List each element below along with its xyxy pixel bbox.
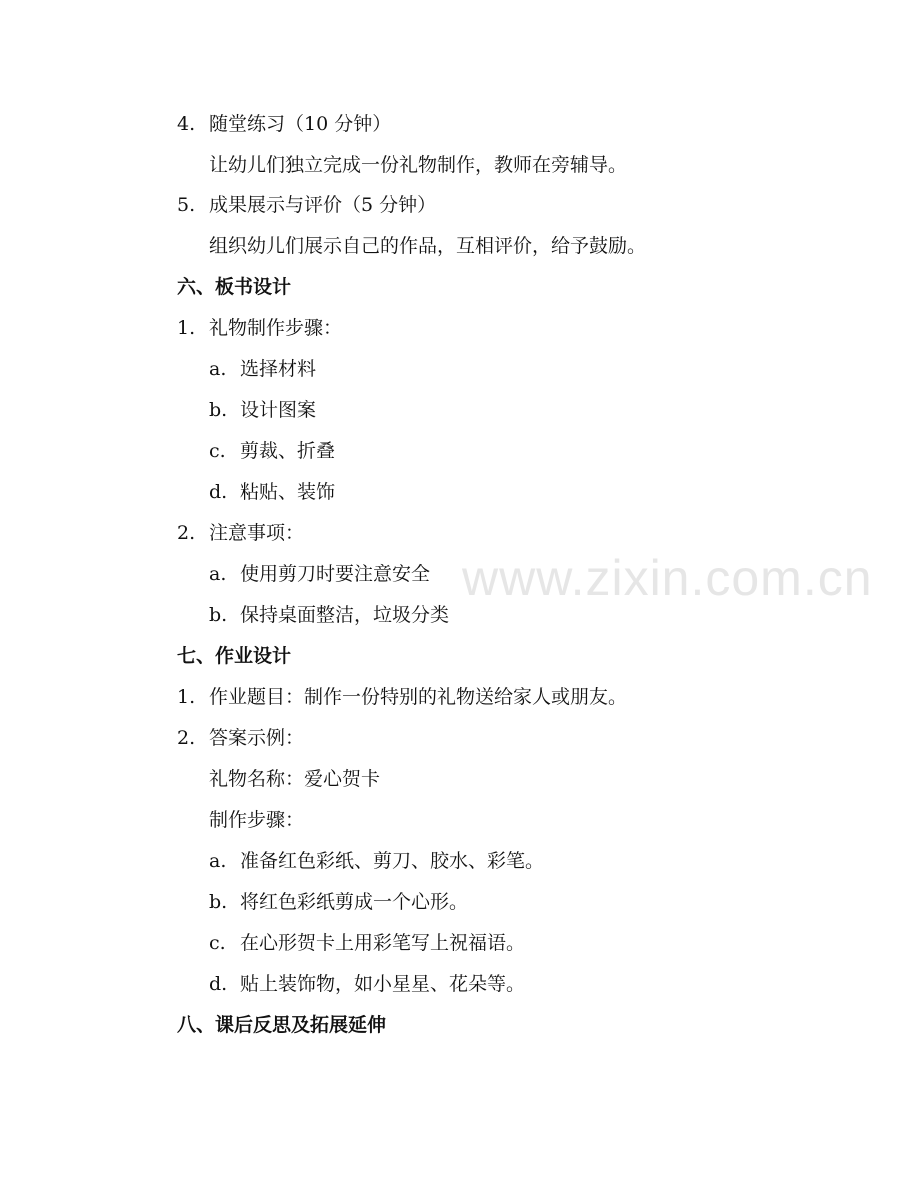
list-item-text: 选择材料	[240, 358, 317, 380]
list-item-label: d.	[209, 481, 228, 503]
section-heading-homework: 七、作业设计	[177, 645, 292, 667]
list-item-text: 保持桌面整洁，垃圾分类	[240, 604, 450, 626]
list-item-label: c.	[209, 440, 226, 462]
list-item-text: 将红色彩纸剪成一个心形。	[240, 891, 469, 913]
list-item-label: d.	[209, 973, 228, 995]
list-item-text: 贴上装饰物，如小星星、花朵等。	[240, 973, 526, 995]
step-5-title-text: 成果展示与评价（5 分钟）	[209, 194, 437, 216]
list-item-label: b.	[209, 891, 228, 913]
list-item	[209, 357, 316, 381]
step-4-title-text: 随堂练习（10 分钟）	[209, 113, 392, 135]
step-4-body: 让幼儿们独立完成一份礼物制作，教师在旁辅导。	[209, 154, 628, 176]
step-5-title	[177, 193, 436, 217]
board-item-2	[177, 521, 304, 545]
section-heading-reflection: 八、课后反思及拓展延伸	[177, 1014, 387, 1036]
homework-item-1	[177, 685, 627, 709]
list-item-text: 设计图案	[240, 399, 317, 421]
step-5-number: 5.	[177, 194, 196, 216]
list-item-label: a.	[209, 358, 227, 380]
list-item	[209, 562, 430, 586]
list-item	[209, 480, 335, 504]
list-item-label: b.	[209, 604, 228, 626]
section-heading-board: 六、板书设计	[177, 276, 292, 298]
board-item-2-number: 2.	[177, 522, 196, 544]
board-item-1-title: 礼物制作步骤：	[209, 317, 343, 339]
step-4-number: 4.	[177, 113, 196, 135]
list-item-text: 准备红色彩纸、剪刀、胶水、彩笔。	[240, 850, 545, 872]
list-item-label: c.	[209, 932, 226, 954]
list-item-text: 粘贴、装饰	[240, 481, 336, 503]
list-item-text: 在心形贺卡上用彩笔写上祝福语。	[240, 932, 526, 954]
list-item-text: 剪裁、折叠	[240, 440, 336, 462]
board-item-2-title: 注意事项：	[209, 522, 305, 544]
board-item-1-number: 1.	[177, 317, 196, 339]
list-item	[209, 972, 525, 996]
board-item-1	[177, 316, 342, 340]
steps-label: 制作步骤：	[209, 809, 305, 831]
homework-item-2-title: 答案示例：	[209, 727, 305, 749]
list-item-text: 使用剪刀时要注意安全	[240, 563, 431, 585]
list-item-label: b.	[209, 399, 228, 421]
homework-item-2-number: 2.	[177, 727, 196, 749]
homework-item-1-text: 作业题目：制作一份特别的礼物送给家人或朋友。	[209, 686, 628, 708]
list-item	[209, 849, 544, 873]
homework-item-1-number: 1.	[177, 686, 196, 708]
list-item	[209, 398, 316, 422]
list-item	[209, 439, 335, 463]
list-item	[209, 931, 525, 955]
step-4-title	[177, 112, 391, 136]
step-5-body: 组织幼儿们展示自己的作品，互相评价，给予鼓励。	[209, 235, 647, 257]
list-item	[209, 603, 449, 627]
list-item-label: a.	[209, 850, 227, 872]
watermark: www.zixin.com.cn	[462, 550, 873, 606]
gift-name: 礼物名称：爱心贺卡	[209, 768, 381, 790]
list-item-label: a.	[209, 563, 227, 585]
list-item	[209, 890, 468, 914]
homework-item-2	[177, 726, 304, 750]
